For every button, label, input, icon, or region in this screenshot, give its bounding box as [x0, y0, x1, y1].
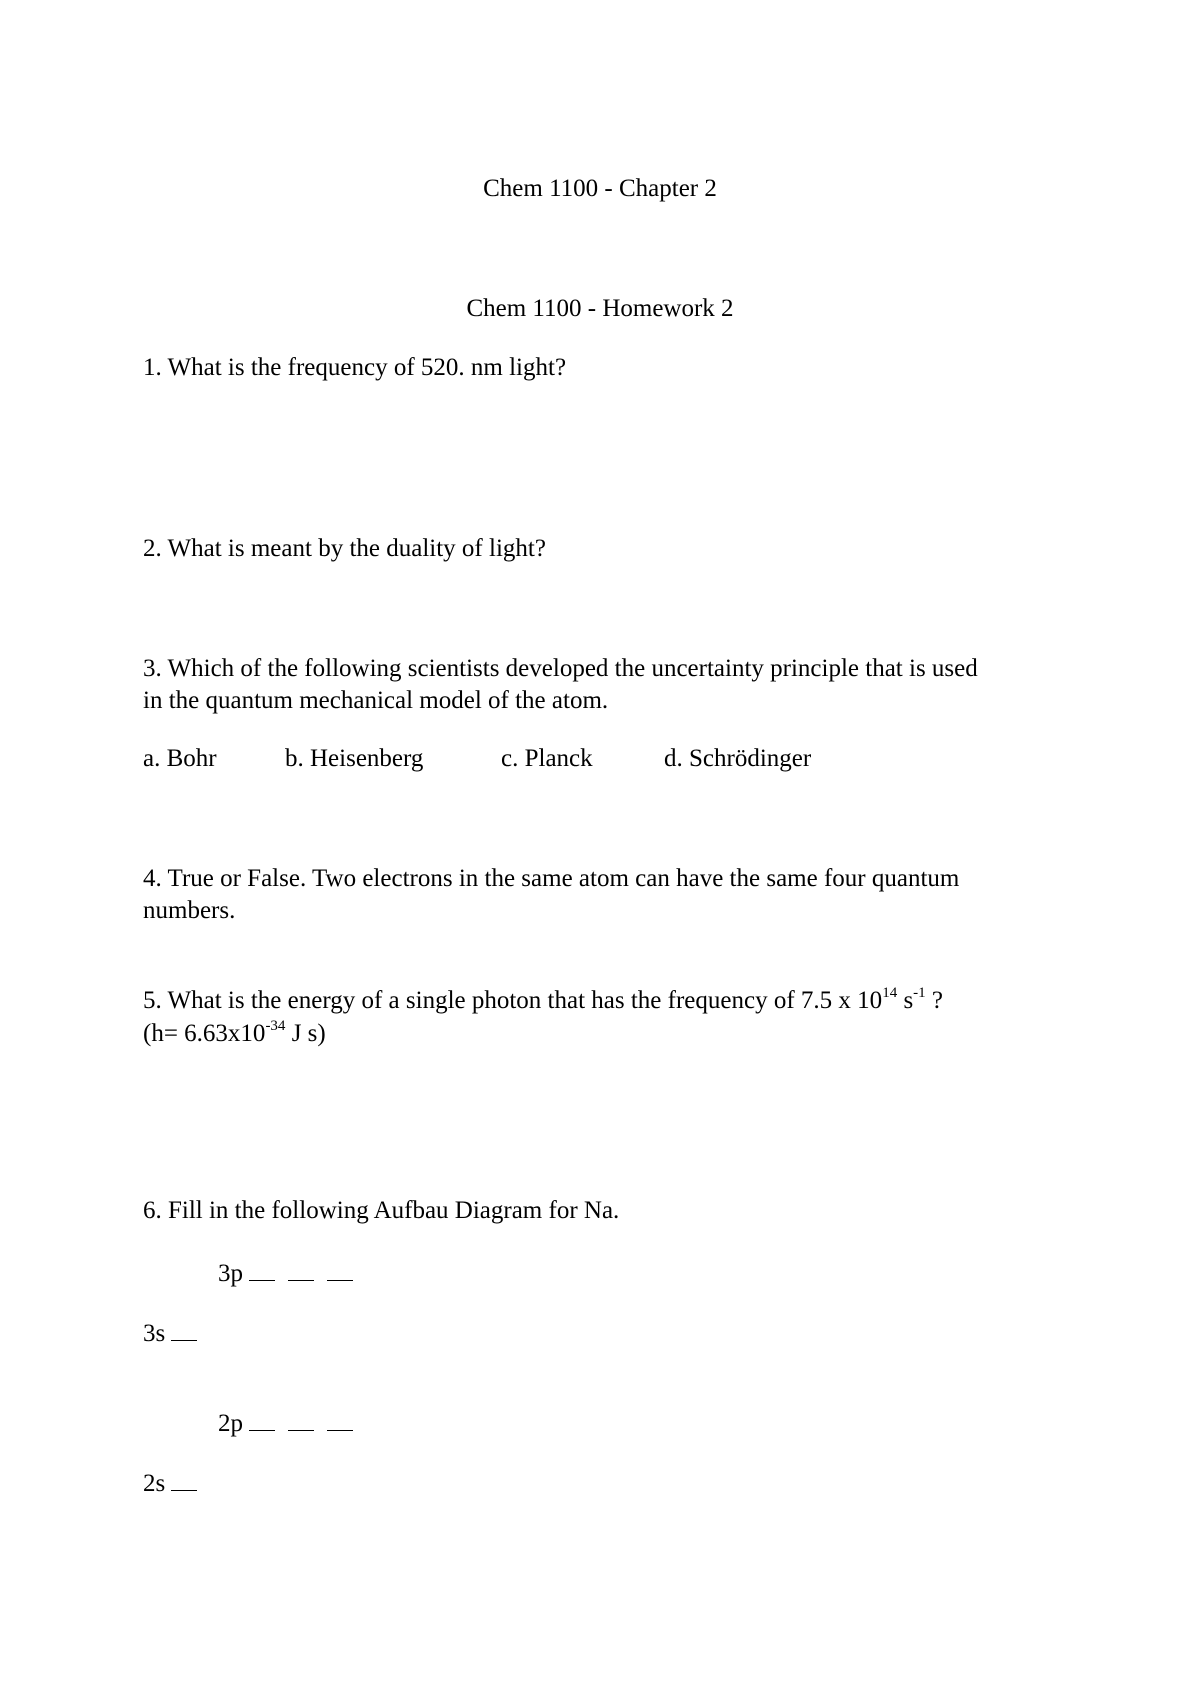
unit-s: s	[897, 987, 914, 1014]
question-3-line-2: in the quantum mechanical model of the atom.	[143, 687, 609, 714]
question-1: 1. What is the frequency of 520. nm light?	[143, 354, 567, 381]
question-6: 6. Fill in the following Aufbau Diagram for Na.	[143, 1197, 620, 1224]
question-4-line-1: 4. True or False. Two electrons in the same atom can have the same four quantum	[143, 865, 960, 892]
option-d: d. Schrödinger	[664, 745, 812, 772]
blank-3p-3[interactable]	[327, 1260, 353, 1281]
question-mark: ?	[925, 987, 944, 1014]
blank-2s[interactable]	[171, 1470, 197, 1491]
question-5-text: 5. What is the energy of a single photon that has the frequency of 7.5 x 10	[143, 987, 883, 1014]
question-2: 2. What is meant by the duality of light?	[143, 535, 546, 562]
orbital-label-2s: 2s	[143, 1470, 166, 1497]
exponent-minus-1: -1	[913, 985, 926, 1001]
orbital-label-3p: 3p	[218, 1260, 243, 1287]
question-3-options	[143, 743, 1143, 775]
blank-2p-1[interactable]	[249, 1410, 275, 1431]
orbital-2s	[143, 1468, 210, 1500]
planck-unit: J s)	[285, 1020, 326, 1047]
option-c: c. Planck	[501, 745, 593, 772]
question-3-line-1: 3. Which of the following scientists developed the uncertainty principle that is used	[143, 655, 978, 682]
option-a: a. Bohr	[143, 745, 217, 772]
question-5-line-2	[143, 1018, 326, 1050]
orbital-label-2p: 2p	[218, 1410, 243, 1437]
question-4-line-2: numbers.	[143, 897, 236, 924]
blank-3p-1[interactable]	[249, 1260, 275, 1281]
question-5-line-1	[143, 985, 943, 1017]
orbital-label-3s: 3s	[143, 1320, 166, 1347]
blank-3p-2[interactable]	[288, 1260, 314, 1281]
orbital-2p	[218, 1408, 366, 1440]
blank-2p-2[interactable]	[288, 1410, 314, 1431]
blank-3s[interactable]	[171, 1320, 197, 1341]
homework-title: Chem 1100 - Homework 2	[466, 295, 734, 322]
option-b: b. Heisenberg	[285, 745, 424, 772]
page-title: Chem 1100 - Chapter 2	[483, 175, 717, 202]
exponent-minus-34: -34	[265, 1018, 286, 1034]
orbital-3p	[218, 1258, 366, 1290]
blank-2p-3[interactable]	[327, 1410, 353, 1431]
planck-constant: (h= 6.63x10	[143, 1020, 266, 1047]
orbital-3s	[143, 1318, 210, 1350]
exponent-14: 14	[882, 985, 898, 1001]
